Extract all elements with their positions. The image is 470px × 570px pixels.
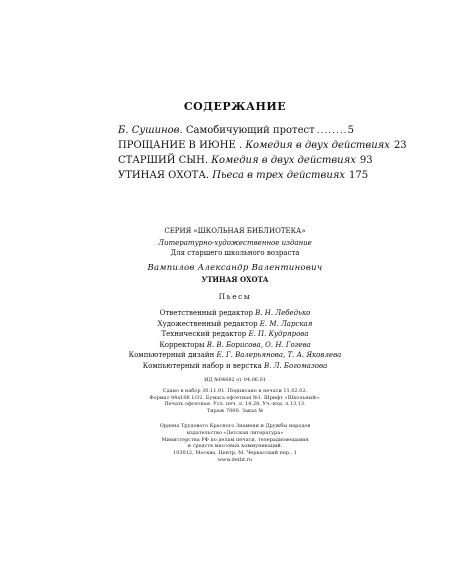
contents-item — [118, 170, 369, 185]
print-info — [0, 388, 470, 415]
leader-dots — [317, 126, 346, 136]
credit-line: Корректоры В. В. Борисова, О. Н. Гогева — [159, 340, 311, 349]
publisher-line: и средств массовых коммуникаций. — [187, 443, 283, 450]
print-info-line: Тираж 7000. Заказ № — [206, 408, 264, 415]
contents-item-page: 175 — [349, 170, 369, 181]
audience: Для старшего школьного возраста — [170, 249, 300, 257]
credit-line: Художественный редактор Е. М. Ларская — [157, 319, 313, 328]
genre: Пьесы — [218, 291, 252, 301]
publisher-website: www.detlit.ru — [217, 456, 253, 463]
contents-item — [118, 125, 354, 140]
contents-item-text: СТАРШИЙ СЫН. Комедия в двух действиях — [118, 155, 356, 166]
contents-item-page: 5 — [347, 125, 354, 136]
contents-item — [118, 155, 373, 170]
credit-line: Ответственный редактор В. Н. Лебедько — [159, 309, 311, 317]
publisher-line: 103012, Москва, Центр, М. Черкасский пер., 1 — [173, 450, 297, 457]
publisher-info — [0, 423, 470, 464]
print-info-line: Сдано в набор 30.11.01. Подписано к печати 11.02.02. — [162, 387, 308, 394]
publisher-line: издательство «Детская литература» — [186, 429, 284, 436]
series-name: СЕРИЯ «ШКОЛЬНАЯ БИБЛИОТЕКА» — [164, 227, 306, 235]
contents-item-text: УТИНАЯ ОХОТА. Пьеса в трех действиях — [118, 170, 346, 181]
contents-item-text: Б. Сушинов. Самобичующий протест — [118, 125, 315, 136]
credit-line: Компьютерный набор и верстка В. Л. Богомазова — [142, 361, 328, 370]
publisher-line: Ордена Трудового Красного Знамени и Дружбы народов — [159, 422, 311, 429]
contents-item-text: ПРОЩАНИЕ В ИЮНЕ . Комедия в двух действиях — [118, 140, 390, 151]
license-number: ИД №04882 от 04.06.01 — [204, 377, 266, 383]
publisher-line: Министерства РФ по делам печати, телерадиовещания — [161, 436, 309, 443]
print-info-line: Формат 84x108 1/32. Бумага офсетная №1. Шрифт «Школьный». — [149, 394, 321, 401]
credits-list — [0, 308, 470, 371]
author-name: Вампилов Александр Валентинович — [147, 262, 323, 273]
imprint-block — [0, 226, 470, 464]
contents-list — [118, 125, 407, 185]
contents-item — [118, 140, 407, 155]
contents-item-page: 23 — [393, 140, 407, 151]
credit-line: Технический редактор Е. П. Кудрярова — [161, 330, 309, 338]
edition-type: Литературно-художественное издание — [158, 238, 312, 247]
book-title: УТИНАЯ ОХОТА — [201, 275, 269, 284]
print-info-line: Печать офсетная. Усл. печ. л. 14,28. Уч.-изд. л.13,13. — [164, 401, 306, 408]
contents-item-page: 93 — [359, 155, 373, 166]
credit-line: Компьютерный дизайн Е. Г. Валерьянова, Т. А. Яковлева — [128, 351, 342, 359]
contents-title: СОДЕРЖАНИЕ — [183, 100, 287, 113]
